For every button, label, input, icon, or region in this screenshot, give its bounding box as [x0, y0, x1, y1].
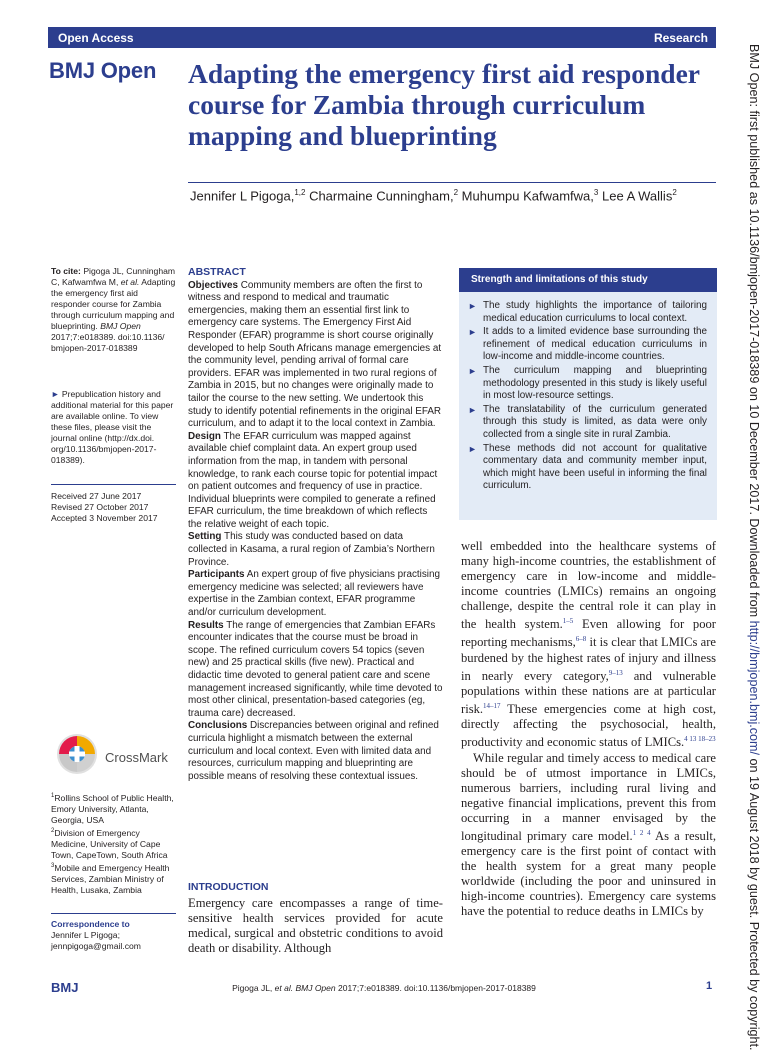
correspondence-label: Correspondence to — [51, 919, 130, 929]
affiliation-number: 2 — [51, 827, 55, 834]
strength-item — [467, 404, 707, 442]
page-number: 1 — [706, 980, 713, 992]
vertical-text: BMJ Open: first published as 10.1136/bmjopen-2017-018389 on 10 December 2017. Downloaded from — [747, 44, 761, 621]
strength-item — [467, 326, 707, 364]
author-affiliation: 3 — [593, 188, 599, 197]
abstract-section-label: Design — [188, 430, 221, 442]
abstract-section-label: Objectives — [188, 279, 238, 291]
author-name: Muhumpu Kafwamfwa, — [461, 188, 594, 204]
abstract-section-text: This study was conducted based on data collected in Kasama, a rural region of Zambia’s Northern Province. — [188, 531, 435, 568]
introduction-heading: INTRODUCTION — [188, 881, 269, 893]
author-affiliation: 2 — [453, 188, 459, 197]
correspondence-name: Jennifer L Pigoga; — [51, 930, 120, 940]
author-list — [190, 184, 710, 205]
abstract-section-label: Participants — [188, 569, 245, 581]
bullet-icon: ► — [51, 389, 60, 399]
affiliation-item — [51, 861, 177, 896]
sidebar-divider — [51, 484, 176, 485]
abstract-section-label: Setting — [188, 531, 222, 543]
abstract — [188, 266, 443, 783]
cite-label: To cite: — [51, 266, 81, 276]
reference-link[interactable]: 14–17 — [483, 702, 501, 711]
reference-link[interactable]: 1–5 — [562, 617, 574, 626]
sidebar-divider — [51, 913, 176, 914]
citation-block — [51, 266, 177, 354]
strength-item-text: It adds to a limited evidence base surrounding the refinement of medical education curriculums in low-income and middle-income countries. — [483, 326, 707, 363]
author-affiliation: 1,2 — [294, 188, 306, 197]
abstract-section — [188, 720, 443, 783]
paragraph — [461, 539, 716, 751]
text-run: Even allowing for poor reporting mechanisms, — [461, 617, 717, 650]
abstract-section-text: The EFAR curriculum was mapped against available chief complaint data. An expert group used information from the map, in tandem with personal knowledge, to rank each course topic for potential impact on patient outcomes and frequency of use in practice. Individual blueprints were compiled to generate a refined EFAR curriculum, the time breakdown of which reflects the relative weight of each topic. — [188, 430, 438, 530]
prepublication-text[interactable]: Prepublication history and additional material for this paper are available online. To view these files, please visit the journal online (http://dx.doi. org/10.1136/bmjopen-2017- 018389). — [51, 389, 174, 465]
bullet-icon: ► — [468, 327, 477, 338]
open-access-label: Open Access — [58, 30, 134, 45]
strength-item — [467, 365, 707, 403]
reference-link[interactable]: 9–13 — [608, 668, 623, 677]
bmj-logo: BMJ — [51, 980, 79, 995]
reference-link[interactable]: 6–8 — [575, 635, 587, 644]
strength-item — [467, 443, 707, 493]
reference-link[interactable]: 4 13 18–23 — [684, 735, 716, 744]
abstract-section — [188, 569, 443, 619]
affiliation-text: Division of Emergency Medicine, University of Cape Town, CapeTown, South Africa — [51, 827, 168, 860]
paragraph — [461, 751, 716, 920]
title-divider — [188, 182, 716, 183]
abstract-section — [188, 280, 443, 431]
accepted-date: Accepted 3 November 2017 — [51, 513, 158, 523]
research-label: Research — [653, 30, 708, 45]
cite-text-1: Pigoga JL, Cunningham C, Kafwamfwa M, — [51, 266, 176, 287]
bullet-icon: ► — [468, 404, 477, 415]
cite-etal: et al. — [120, 277, 140, 287]
vertical-text: on 19 August 2018 by guest. Protected by copyright. — [747, 755, 761, 1051]
cite-text-2: Adapting the emergency first aid responder course for Zambia through curriculum mapping and blueprinting. — [51, 277, 176, 331]
journal-link[interactable]: http://bmjopen.bmj.com/ — [747, 620, 761, 756]
correspondence-email[interactable]: jennpigoga@gmail.com — [51, 941, 141, 951]
abstract-section-text: Discrepancies between original and refined curricula highlight a mismatch between the external curriculum and local context. Even with limited data and resources, curriculum mapping and blueprinting are possible means of resolving these contextual issues. — [188, 720, 439, 782]
abstract-heading: ABSTRACT — [188, 266, 246, 278]
history-dates — [51, 491, 177, 524]
text-run: As a result, emergency care is the first point of contact with the health system for a great many people worldwide (including the poor and uninsured in high-income countries). Emergency care systems have the potential to reduce deaths in LMICs by — [461, 828, 716, 919]
bullet-icon: ► — [468, 365, 477, 376]
body-column-2 — [461, 539, 716, 919]
introduction-text: Emergency care encompasses a range of time-sensitive health services provided for acute medical, surgical and obstetric conditions to avoid death or disability. Although — [188, 896, 443, 956]
affiliation-number: 1 — [51, 793, 55, 799]
crossmark-badge[interactable] — [55, 732, 185, 780]
top-banner — [48, 27, 716, 48]
strength-item-text: The curriculum mapping and blueprinting methodology presented in this study is likely useful in most low-resource settings. — [483, 364, 707, 402]
crossmark-icon — [55, 732, 99, 776]
abstract-body — [188, 280, 443, 784]
bullet-icon: ► — [468, 301, 477, 311]
affiliations — [51, 791, 177, 896]
vertical-publication-note — [747, 44, 761, 1051]
strength-item — [467, 300, 707, 325]
abstract-section-label: Results — [188, 619, 224, 631]
revised-date: Revised 27 October 2017 — [51, 502, 149, 512]
abstract-section — [188, 431, 443, 532]
abstract-section-label: Conclusions — [188, 720, 248, 732]
crossmark-label: CrossMark — [105, 750, 168, 765]
text-run: it is clear that LMICs are burdened by the highest rates of injury and illness in nearly every category, — [461, 635, 716, 683]
text-run: While regular and timely access to medical care should be of utmost importance in LMICs, numerous barriers, including rural living and negative financial implications, prevent this from occurring in a manner envisaged by the longitudinal primary care model. — [461, 750, 716, 843]
text-run: well embedded into the healthcare systems of many high-income countries, the establishment of emergency care in low-income and middle-income countries (LMICs) remains an ongoing challenge, despite the central role it can play in the health system. — [461, 539, 716, 632]
affiliation-item — [51, 826, 177, 861]
footer-cite-journal: et al. BMJ Open — [274, 983, 336, 993]
strength-item-text: These methods did not account for qualitative commentary data and community member input, which might have been useful in informing the final curriculum. — [483, 442, 707, 492]
text-run: These emergencies come at high cost, directly affecting the psychosocial, health, productivity and economic status of LMICs. — [461, 702, 716, 750]
footer-cite-text: Pigoga JL, — [232, 983, 273, 993]
author-name: Jennifer L Pigoga, — [190, 188, 295, 204]
author-affiliation: 2 — [672, 188, 677, 197]
abstract-section — [188, 620, 443, 721]
article-title: Adapting the emergency first aid responder course for Zambia through curriculum mapping and blueprinting — [188, 58, 700, 151]
prepublication-note — [51, 389, 177, 466]
reference-link[interactable]: 1 2 4 — [632, 828, 651, 837]
strength-item-text: The translatability of the curriculum generated through this study is limited, as data were only collected from a single site in rural Zambia. — [483, 403, 707, 440]
correspondence-block — [51, 919, 177, 952]
author-name: Charmaine Cunningham, — [309, 188, 454, 204]
journal-brand: BMJ Open — [49, 58, 157, 83]
strengths-heading: Strength and limitations of this study — [459, 268, 717, 292]
cite-text-3: 2017;7:e018389. doi:10.1136/ bmjopen-2017-018389 — [51, 332, 165, 353]
abstract-section-text: Community members are often the first to witness and respond to medical and traumatic emergencies, making them an essential first link to emergency care systems. The Emergency First Aid Responder (EFAR) programme is short course originally developed to help South Africans manage emergencies at the community level, pending arrival of formal care providers. EFAR was implemented in two rural regions of Zambia in 2015, but no changes were originally made to tailor the course to the new setting. We undertook this study to identify potential refinements in the original EFAR curriculum, and to adapt it to the local context in Zambia. — [188, 279, 442, 430]
strengths-list — [459, 292, 717, 493]
footer-citation — [0, 983, 768, 993]
bullet-icon: ► — [468, 443, 477, 454]
affiliation-text: Rollins School of Public Health, Emory University, Atlanta, Georgia, USA — [51, 792, 174, 825]
abstract-section — [188, 531, 443, 569]
affiliation-text: Mobile and Emergency Health Services, Zambian Ministry of Health, Lusaka, Zambia — [51, 862, 170, 895]
author-name: Lee A Wallis — [601, 188, 673, 204]
strengths-limitations-box — [459, 268, 717, 520]
strength-item-text: The study highlights the importance of tailoring medical education curriculums to local context. — [483, 300, 707, 324]
affiliation-number: 3 — [51, 862, 55, 869]
abstract-section-text: The range of emergencies that Zambian EFARs encounter indicates that the course must be broad in scope. The refined curriculum covers 54 topics (seven new) and 25 practical skills (five new). Practical and didactic time devoted to general patient care and scene management increased significantly, while time devoted to most other clinical, presentation-based categories (eg, trauma care) decreased. — [188, 619, 443, 719]
received-date: Received 27 June 2017 — [51, 491, 142, 501]
text-run: and vulnerable populations within these nations are at particular risk. — [461, 668, 716, 717]
footer-cite-doi: 2017;7:e018389. doi:10.1136/bmjopen-2017-018389 — [338, 983, 536, 993]
affiliation-item — [51, 791, 177, 826]
cite-journal: BMJ Open — [100, 321, 141, 331]
abstract-section-text: An expert group of five physicians practising emergency medicine was selected; all reviewers have expertise in the Zambian context, EFAR programme and/or curriculum development. — [188, 569, 440, 619]
